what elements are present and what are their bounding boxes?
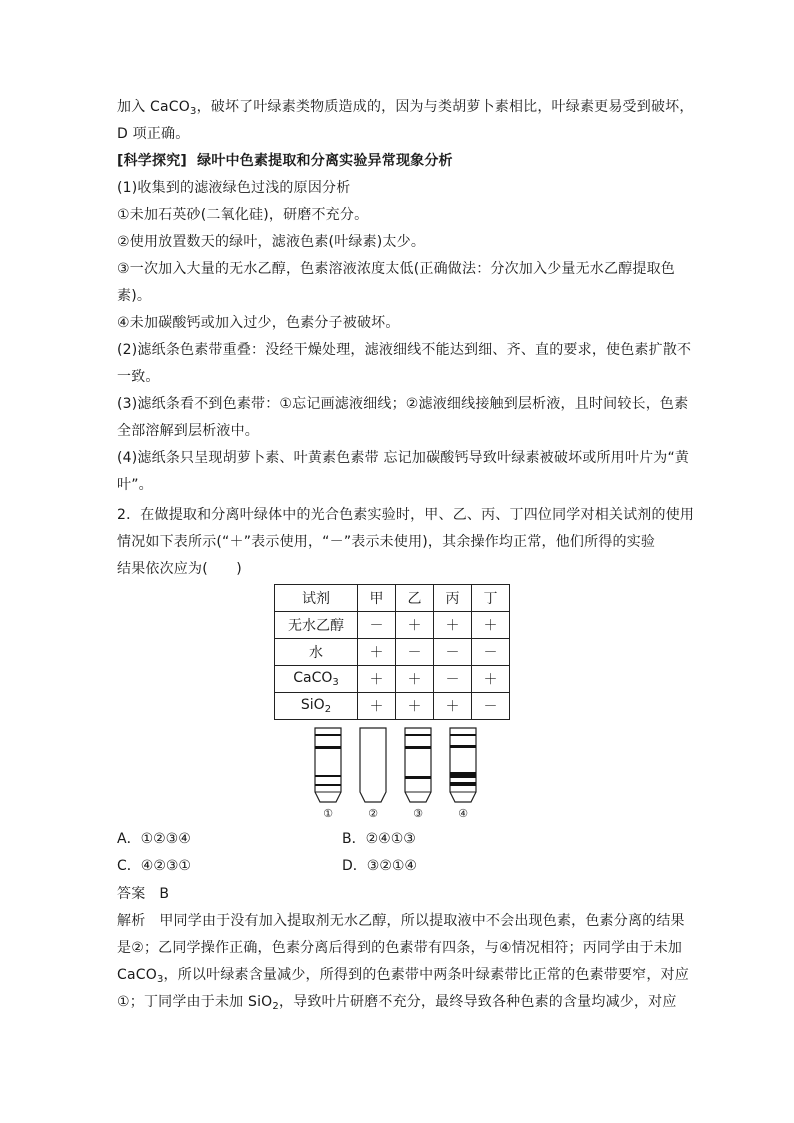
subscript: 3 <box>190 106 197 117</box>
answer-label: 答案 <box>117 886 146 902</box>
table-row <box>275 666 510 693</box>
pigment-band <box>450 745 476 748</box>
paper-strip-3 <box>405 728 431 802</box>
subscript: 2 <box>324 704 332 715</box>
table-row <box>275 693 510 720</box>
reagent-name: 水 <box>309 645 323 661</box>
table-cell: ＋ <box>472 666 510 693</box>
text-line: ②使用放置数天的绿叶，滤液色素(叶绿素)太少。 <box>117 234 426 250</box>
pigment-band <box>405 746 431 749</box>
subscript: 3 <box>156 974 164 985</box>
text-line: 一致。 <box>117 369 160 385</box>
text-line: 素)。 <box>117 288 152 304</box>
text-fragment: 甲同学由于没有加入提取剂无水乙醇，所以提取液中不会出现色素，色素分离的结果 <box>159 913 685 929</box>
text-line: ③一次加入大量的无水乙醇，色素溶液浓度太低(正确做法：分次加入少量无水乙醇提取色 <box>117 261 676 277</box>
table-cell: ＋ <box>396 666 434 693</box>
text-line: ④未加碳酸钙或加入过少，色素分子被破坏。 <box>117 315 400 331</box>
chromatography-strips-figure <box>300 726 500 822</box>
text-fragment: ，导致叶片研磨不充分，最终导致各种色素的含量均减少，对应 <box>278 994 677 1010</box>
section-tag: [科学探究] <box>117 153 187 169</box>
strip-label: ④ <box>458 807 468 820</box>
reagent-name-cell <box>275 666 358 693</box>
option-c: C．④②③① <box>117 858 191 874</box>
table-header-cell: 甲 <box>358 585 396 612</box>
text-fragment: ，所以叶绿素含量减少，所得到的色素带中两条叶绿素带比正常的色素带要窄，对应 <box>163 967 689 983</box>
pigment-band <box>450 734 476 736</box>
pigment-band <box>315 734 341 736</box>
paper-strip-4 <box>450 728 476 802</box>
pigment-band <box>405 776 431 779</box>
table-header-cell: 丙 <box>434 585 472 612</box>
table-cell: ＋ <box>434 612 472 639</box>
pigment-band <box>450 782 476 786</box>
table-cell: － <box>358 612 396 639</box>
text-line: (2)滤纸条色素带重叠：没经干燥处理，滤液细线不能达到细、齐、直的要求，使色素扩散不 <box>117 342 692 358</box>
strip-label: ② <box>368 807 378 820</box>
table-header-cell: 试剂 <box>275 585 358 612</box>
table-cell: ＋ <box>358 666 396 693</box>
table-cell: － <box>472 639 510 666</box>
text-fragment: ，破坏了叶绿素类物质造成的，因为与类胡萝卜素相比，叶绿素更易受到破坏， <box>196 99 694 115</box>
text-line: D 项正确。 <box>117 126 190 142</box>
table-row <box>275 612 510 639</box>
table-cell: ＋ <box>396 693 434 720</box>
table-row <box>275 639 510 666</box>
table-cell: － <box>472 693 510 720</box>
paper-strip-2 <box>360 728 386 802</box>
text-line: (3)滤纸条看不到色素带：①忘记画滤液细线；②滤液细线接触到层析液，且时间较长，色素 <box>117 396 689 412</box>
text-line: (4)滤纸条只呈现胡萝卜素、叶黄素色素带 忘记加碳酸钙导致叶绿素被破坏或所用叶片为“黄 <box>117 450 690 466</box>
text-line <box>117 97 694 122</box>
table-header-row <box>275 585 510 612</box>
strip-label: ③ <box>413 807 423 820</box>
table-cell: － <box>396 639 434 666</box>
table-cell: ＋ <box>396 612 434 639</box>
table-cell: ＋ <box>434 693 472 720</box>
analysis-label: 解析 <box>117 913 146 929</box>
reagent-name: CaCO <box>293 670 333 686</box>
pigment-band <box>405 734 431 736</box>
pigment-band <box>315 775 341 777</box>
text-line: 全部溶解到层析液中。 <box>117 423 259 439</box>
section-heading <box>117 151 453 171</box>
pigment-band <box>450 772 476 778</box>
strip-label: ① <box>323 807 333 820</box>
reagent-name: 无水乙醇 <box>288 618 344 634</box>
option-a: A．①②③④ <box>117 831 191 847</box>
option-d: D．③②①④ <box>342 858 417 874</box>
pigment-band <box>315 746 341 749</box>
analysis-line <box>117 992 677 1017</box>
subscript: 3 <box>332 677 339 688</box>
analysis-line <box>117 911 685 931</box>
text-line: ①未加石英砂(二氧化硅)，研磨不充分。 <box>117 207 369 223</box>
answer-line <box>117 884 169 904</box>
question-line: 结果依次应为( ) <box>117 561 242 577</box>
paper-strip-1 <box>315 728 341 802</box>
text-fragment: CaCO <box>117 967 157 983</box>
reagent-name-cell <box>275 612 358 639</box>
table-cell: － <box>434 666 472 693</box>
question-line: 情况如下表所示(“＋”表示使用，“－”表示未使用)，其余操作均正常，他们所得的实验 <box>117 534 656 550</box>
table-cell: ＋ <box>358 693 396 720</box>
table-cell: － <box>434 639 472 666</box>
reagent-name-cell <box>275 639 358 666</box>
text-fragment: 加入 CaCO <box>117 99 190 115</box>
question-line: 2．在做提取和分离叶绿体中的光合色素实验时，甲、乙、丙、丁四位同学对相关试剂的使用 <box>117 507 695 523</box>
table-cell: ＋ <box>472 612 510 639</box>
reagent-name-cell <box>275 693 358 720</box>
reagent-name: SiO <box>300 697 325 713</box>
table-cell: ＋ <box>358 639 396 666</box>
answer-value: B <box>159 886 170 902</box>
table-header-cell: 丁 <box>472 585 510 612</box>
subscript: 2 <box>272 1001 279 1012</box>
reagent-table <box>274 584 510 720</box>
text-line: 叶”。 <box>117 477 153 493</box>
option-b: B．②④①③ <box>342 831 416 847</box>
analysis-line <box>117 965 689 990</box>
analysis-line: 是②；乙同学操作正确，色素分离后得到的色素带有四条，与④情况相符；丙同学由于未加 <box>117 940 683 956</box>
table-header-cell: 乙 <box>396 585 434 612</box>
section-title: 绿叶中色素提取和分离实验异常现象分析 <box>197 153 453 169</box>
text-line: (1)收集到的滤液绿色过浅的原因分析 <box>117 180 351 196</box>
pigment-band <box>315 784 341 786</box>
text-fragment: ①；丁同学由于未加 SiO <box>117 994 273 1010</box>
